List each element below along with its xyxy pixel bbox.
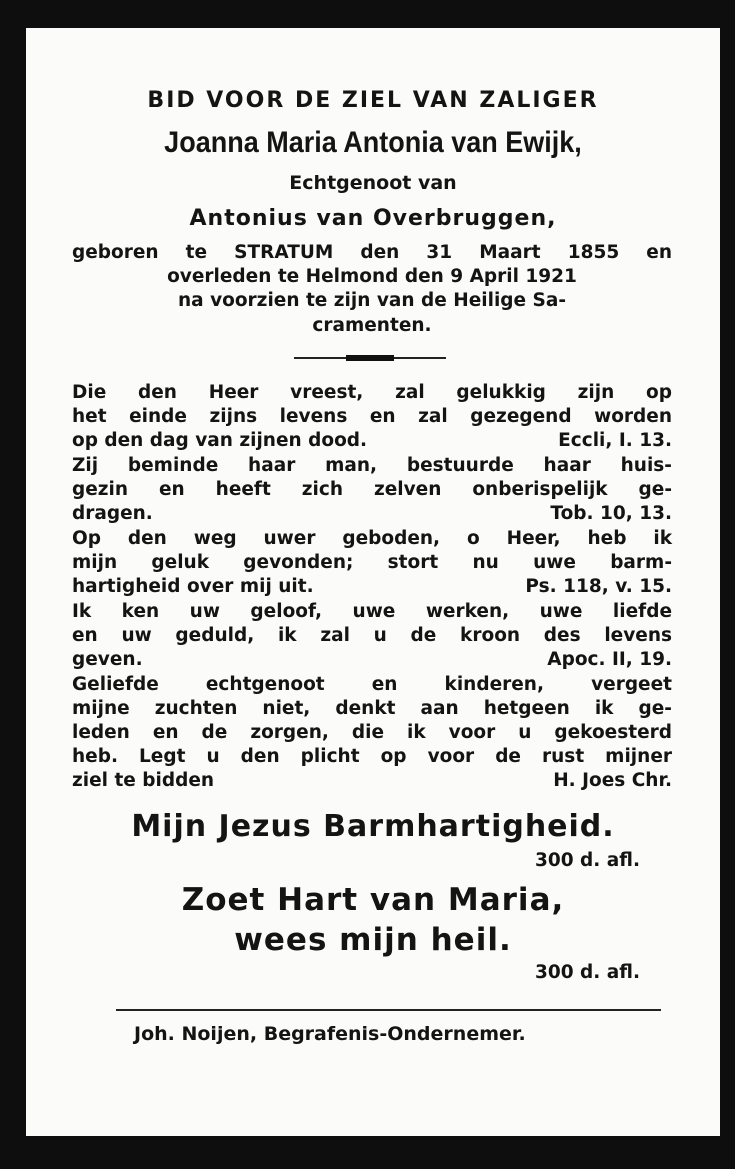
- bio-line: geboren te STRATUM den 31 Maart 1855 en: [72, 242, 672, 263]
- verse-line: mijne zuchten niet, denkt aan hetgeen ik ge-: [72, 698, 672, 719]
- verse-text: hartigheid over mij uit.: [72, 576, 314, 597]
- indulgence-note: 300 d. afl.: [535, 850, 640, 871]
- spouse-label: Echtgenoot van: [289, 172, 457, 194]
- memorial-card: [26, 28, 720, 1136]
- verse-line-with-reference: [72, 576, 672, 597]
- deceased-name: Joanna Maria Antonia van Ewijk,: [164, 126, 582, 159]
- ornamental-divider-center: [346, 355, 394, 361]
- verse-reference: Apoc. II, 19.: [547, 649, 672, 670]
- bio-line: cramenten.: [312, 315, 432, 336]
- indulgence-note: 300 d. afl.: [535, 962, 640, 983]
- verse-reference: Eccli, I. 13.: [558, 430, 672, 451]
- verse-line-with-reference: [72, 430, 672, 451]
- verse-line: Op den weg uwer geboden, o Heer, heb ik: [72, 528, 672, 549]
- bio-line: overleden te Helmond den 9 April 1921: [167, 266, 577, 287]
- verse-line: leden en de zorgen, die ik voor u gekoesterd: [72, 722, 672, 743]
- bio-line: na voorzien te zijn van de Heilige Sa-: [177, 290, 566, 311]
- verse-line: gezin en heeft zich zelven onberispelijk ge-: [72, 479, 672, 500]
- ejaculation-prayer: Mijn Jezus Barmhartigheid.: [131, 809, 615, 844]
- verse-reference: Ps. 118, v. 15.: [525, 576, 672, 597]
- verse-line: Zij beminde haar man, bestuurde haar huis-: [72, 455, 672, 476]
- verse-line-with-reference: [72, 770, 672, 791]
- verse-text: ziel te bidden: [72, 770, 215, 791]
- undertaker-credit: Joh. Noijen, Begrafenis-Ondernemer.: [134, 1023, 526, 1045]
- verse-line: en uw geduld, ik zal u de kroon des levens: [72, 625, 672, 646]
- verse-line: Ik ken uw geloof, uwe werken, uwe liefde: [72, 601, 672, 622]
- verse-line-with-reference: [72, 649, 672, 670]
- verse-text: op den dag van zijnen dood.: [72, 430, 368, 451]
- card-header: BID VOOR DE ZIEL VAN ZALIGER: [147, 88, 599, 113]
- verse-line: mijn geluk gevonden; stort nu uwe barm-: [72, 552, 672, 573]
- verse-line: het einde zijns levens en zal gezegend worden: [72, 406, 672, 427]
- ejaculation-prayer-line: Zoet Hart van Maria,: [181, 882, 565, 918]
- verse-text: geven.: [72, 649, 143, 670]
- verse-line-with-reference: [72, 503, 672, 524]
- verse-reference: H. Joes Chr.: [553, 770, 672, 791]
- ejaculation-prayer-line: wees mijn heil.: [234, 922, 512, 958]
- verse-reference: Tob. 10, 13.: [550, 503, 672, 524]
- verse-line: heb. Legt u den plicht op voor de rust mijner: [72, 746, 672, 767]
- footer-divider: [116, 1009, 661, 1011]
- spouse-name: Antonius van Overbruggen,: [189, 206, 557, 231]
- verse-line: Geliefde echtgenoot en kinderen, vergeet: [72, 674, 672, 695]
- verse-line: Die den Heer vreest, zal gelukkig zijn op: [72, 382, 672, 403]
- verse-text: dragen.: [72, 503, 153, 524]
